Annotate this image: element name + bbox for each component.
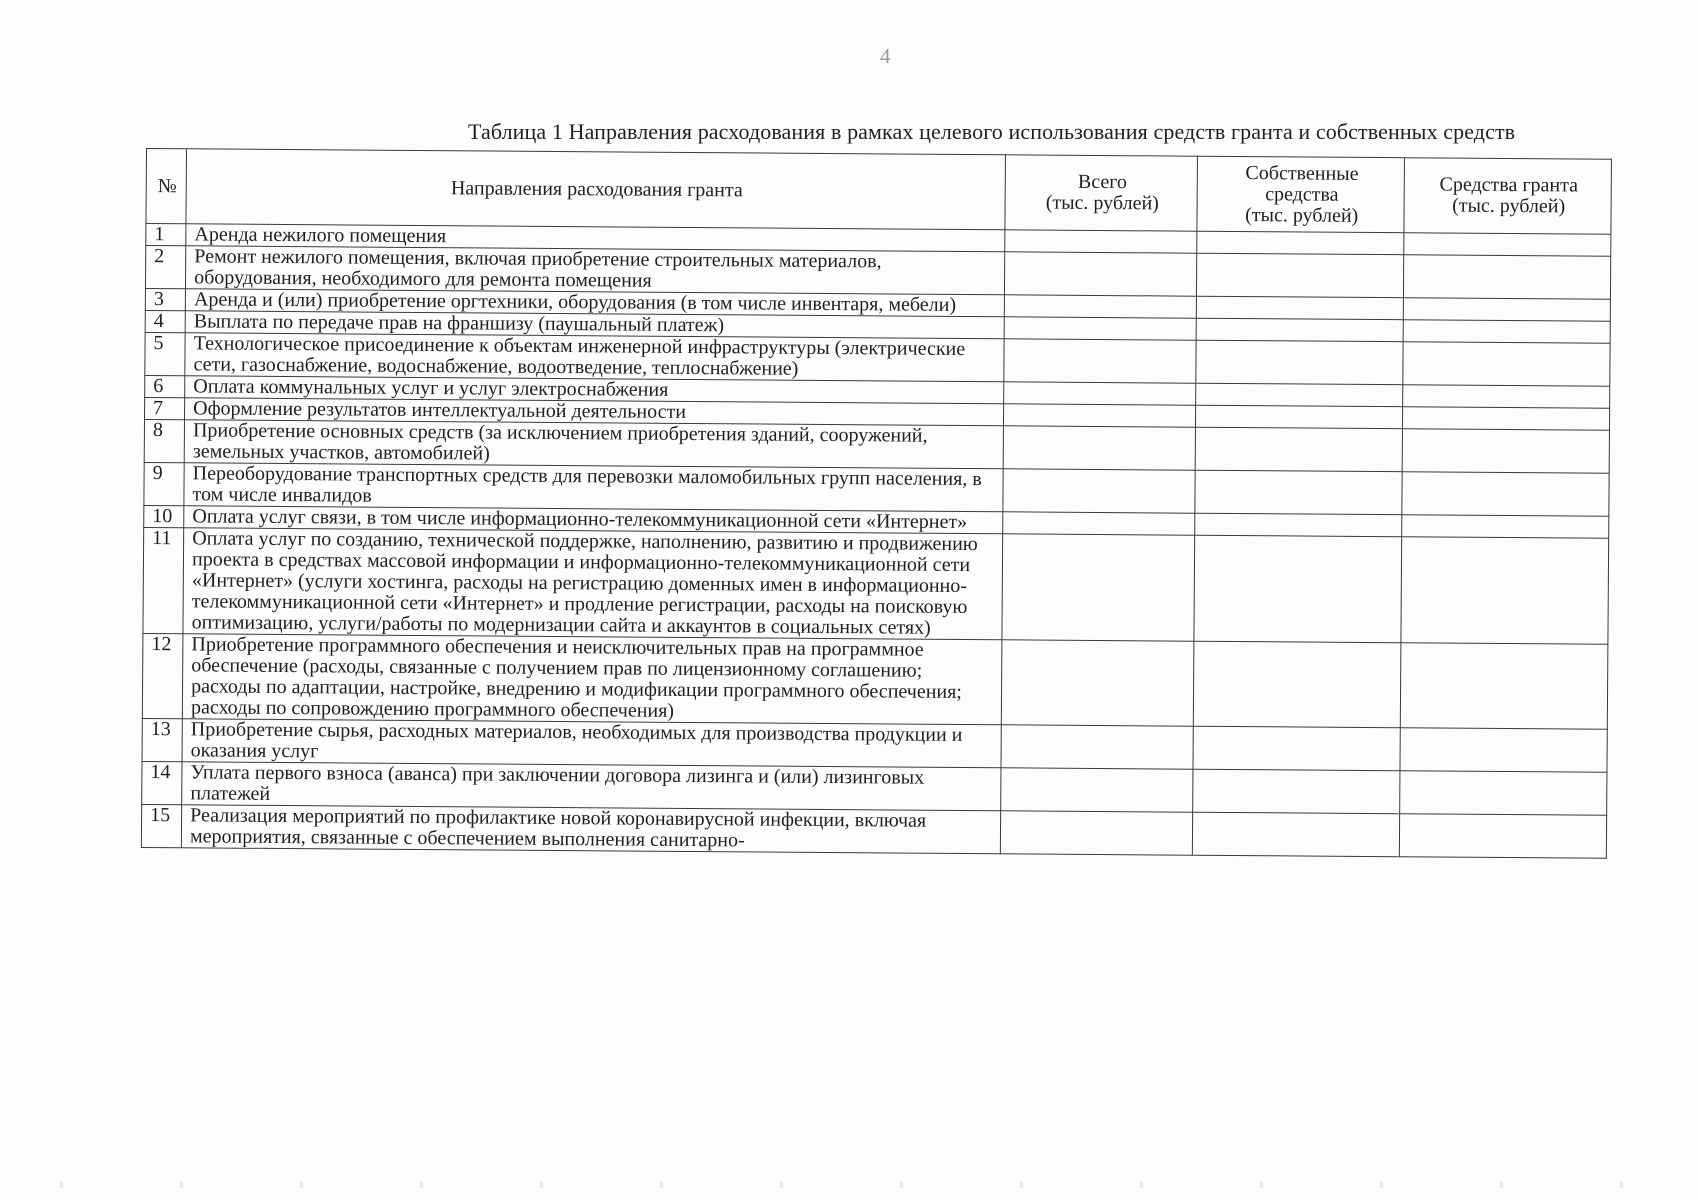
scan-artifact-dots (0, 1182, 1698, 1188)
row-own-funds-cell (1197, 296, 1404, 320)
row-grant-funds-cell (1399, 814, 1606, 859)
row-direction-cell: Оплата услуг по созданию, технической поддержке, наполнению, развитию и продвижению проекта в средствах массовой информации и информационно-телекоммуникационной сети «Интернет» (услуги хостинга, расходы на регистрацию доменных имен в информационно-телекоммуникационной сети «Интернет» и продление регистрации, расходы на поисковую оптимизацию, услуги/работы по модернизации сайта и аккаунтов в социальных сетях) (183, 528, 1003, 640)
header-direction: Направления расходования гранта (186, 149, 1006, 230)
header-own-funds (1197, 156, 1404, 233)
row-direction-cell: Технологическое присоединение к объектам инженерной инфраструктуры (электрические сети, газоснабжение, водоснабжение, водоотведение, теплоснабжение) (185, 333, 1004, 382)
row-grant-funds-cell (1402, 515, 1609, 539)
expense-directions-table (141, 148, 1612, 859)
row-own-funds-cell (1196, 383, 1403, 407)
header-total (1005, 155, 1198, 231)
row-own-funds-cell (1196, 340, 1403, 385)
row-grant-funds-cell (1402, 472, 1609, 517)
row-total-cell (1003, 426, 1195, 470)
row-own-funds-cell (1196, 318, 1403, 342)
header-own-funds-text: Собственные средства (тыс. рублей) (1245, 161, 1359, 227)
header-total-text: Всего (тыс. рублей) (1045, 170, 1159, 215)
row-total-cell (1000, 811, 1192, 855)
row-total-cell (1001, 725, 1193, 769)
row-total-cell (1004, 295, 1196, 318)
row-own-funds-cell (1193, 769, 1400, 814)
row-total-cell (1005, 252, 1197, 296)
row-total-cell (1004, 382, 1196, 405)
row-number-cell: 15 (141, 804, 181, 847)
header-grant-funds-text: Средства гранта (тыс. рублей) (1439, 173, 1579, 218)
row-direction-cell: Уплата первого взноса (аванса) при заключении договора лизинга и (или) лизинговых платежей (182, 762, 1001, 811)
table-row (143, 527, 1609, 644)
row-number-cell: 10 (144, 505, 184, 527)
row-total-cell (1001, 768, 1193, 812)
row-own-funds-cell (1194, 535, 1402, 643)
header-grant-funds (1404, 158, 1611, 235)
row-own-funds-cell (1197, 231, 1404, 255)
row-direction-cell: Оплата коммунальных услуг и услуг электроснабжения (185, 376, 1004, 404)
row-total-cell (1003, 512, 1195, 535)
page-number: 4 (880, 44, 891, 68)
row-number-cell: 5 (145, 332, 185, 375)
row-direction-cell: Аренда нежилого помещения (186, 224, 1005, 252)
row-own-funds-cell (1193, 812, 1400, 857)
row-direction-cell: Реализация мероприятий по профилактике новой коронавирусной инфекции, включая мероприятия, связанные с обеспечением выполнения санитарно- (181, 805, 1000, 854)
row-grant-funds-cell (1403, 298, 1610, 322)
table-row (142, 633, 1608, 729)
row-number-cell: 2 (145, 246, 185, 289)
row-number-cell: 12 (142, 633, 183, 718)
row-grant-funds-cell (1402, 429, 1609, 474)
row-grant-funds-cell (1404, 255, 1611, 300)
table-header-row (146, 149, 1612, 235)
row-total-cell (1003, 469, 1195, 513)
row-own-funds-cell (1197, 253, 1404, 298)
row-direction-cell: Оплата услуг связи, в том числе информационно-телекоммуникационной сети «Интернет» (184, 506, 1003, 534)
row-number-cell: 13 (142, 718, 182, 761)
row-own-funds-cell (1195, 427, 1402, 472)
row-own-funds-cell (1194, 641, 1401, 728)
row-grant-funds-cell (1404, 233, 1611, 257)
row-number-cell: 14 (142, 761, 182, 804)
row-number-cell: 6 (145, 375, 185, 397)
row-grant-funds-cell (1403, 385, 1610, 409)
row-total-cell (1004, 317, 1196, 340)
row-direction-cell: Оформление результатов интеллектуальной деятельности (185, 398, 1004, 426)
row-number-cell: 4 (145, 310, 185, 332)
row-own-funds-cell (1193, 726, 1400, 771)
row-direction-cell: Приобретение сырья, расходных материалов, необходимых для производства продукции и оказания услуг (182, 719, 1001, 768)
row-grant-funds-cell (1400, 643, 1608, 730)
row-grant-funds-cell (1401, 537, 1609, 645)
header-no: № (146, 149, 187, 224)
table-body (141, 224, 1611, 859)
row-number-cell: 9 (144, 462, 184, 505)
row-own-funds-cell (1195, 513, 1402, 537)
row-direction-cell: Аренда и (или) приобретение оргтехники, оборудования (в том числе инвентаря, мебели) (185, 289, 1004, 317)
row-total-cell (1004, 339, 1196, 383)
row-number-cell: 11 (143, 527, 184, 633)
row-direction-cell: Переоборудование транспортных средств для перевозки маломобильных групп населения, в том числе инвалидов (184, 463, 1003, 512)
row-number-cell: 7 (145, 397, 185, 419)
row-number-cell: 3 (145, 288, 185, 310)
row-grant-funds-cell (1400, 728, 1607, 773)
row-grant-funds-cell (1400, 771, 1607, 816)
table-caption: Таблица 1 Направления расходования в рамках целевого использования средств гранта и собственных средств (468, 119, 1516, 144)
row-direction-cell: Приобретение основных средств (за исключением приобретения зданий, сооружений, земельных участков, автомобилей) (184, 420, 1003, 469)
row-grant-funds-cell (1403, 342, 1610, 387)
row-total-cell (1004, 404, 1196, 427)
row-grant-funds-cell (1403, 320, 1610, 344)
row-direction-cell: Приобретение программного обеспечения и неисключительных прав на программное обеспечение (расходы, связанные с получением прав по лицензионному соглашению; расходы по адаптации, настройке, внедрению и модификации программного обеспечения; расходы по сопровождению программного обеспечения) (182, 634, 1002, 725)
row-direction-cell: Ремонт нежилого помещения, включая приобретение строительных материалов, оборудования, необходимого для ремонта помещения (186, 246, 1005, 295)
row-total-cell (1005, 230, 1197, 253)
row-grant-funds-cell (1403, 407, 1610, 431)
row-number-cell: 8 (144, 419, 184, 462)
row-own-funds-cell (1196, 405, 1403, 429)
row-direction-cell: Выплата по передаче прав на франшизу (паушальный платеж) (185, 311, 1004, 339)
row-total-cell (1002, 534, 1195, 641)
row-total-cell (1001, 640, 1194, 726)
row-number-cell: 1 (146, 224, 186, 246)
row-own-funds-cell (1195, 470, 1402, 515)
